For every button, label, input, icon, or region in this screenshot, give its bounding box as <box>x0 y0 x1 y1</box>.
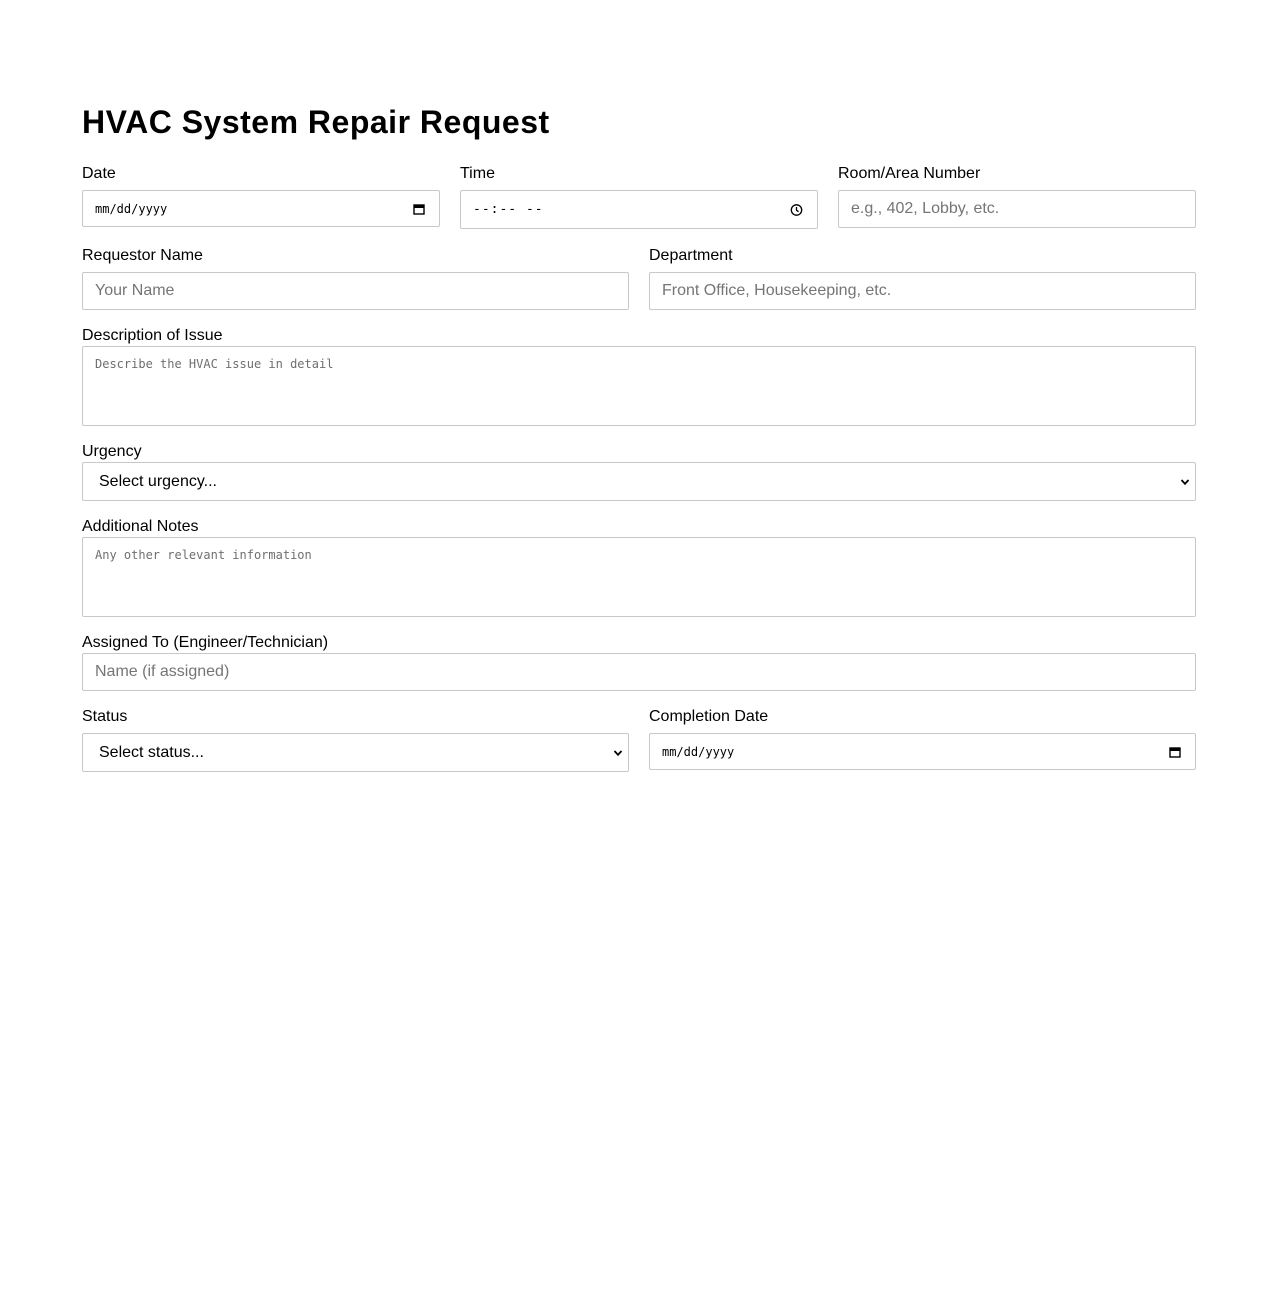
room-field-group <box>838 166 1196 229</box>
time-field-group <box>460 166 818 229</box>
clock-icon[interactable] <box>790 203 803 216</box>
calendar-icon[interactable] <box>413 203 425 215</box>
notes-label: Additional Notes <box>82 518 199 535</box>
date-input-placeholder: mm/dd/yyyy <box>95 201 168 216</box>
notes-textarea[interactable] <box>82 537 1196 617</box>
requestor-input-placeholder: Your Name <box>95 282 175 299</box>
department-field-group <box>649 248 1196 310</box>
requestor-name-input[interactable] <box>82 272 629 310</box>
urgency-field-group <box>82 444 1196 501</box>
completion-label: Completion Date <box>649 708 769 725</box>
urgency-selected-value: Select urgency... <box>99 472 217 490</box>
assigned-to-input[interactable] <box>82 653 1196 691</box>
calendar-icon[interactable] <box>1169 746 1181 758</box>
page-title: HVAC System Repair Request <box>82 104 550 140</box>
room-label: Room/Area Number <box>838 165 981 182</box>
time-input[interactable] <box>460 190 818 229</box>
notes-placeholder: Any other relevant information <box>95 548 312 562</box>
urgency-select[interactable] <box>82 462 1196 501</box>
row-date-time-room <box>82 166 1196 229</box>
status-selected-value: Select status... <box>99 743 204 761</box>
date-label: Date <box>82 165 116 182</box>
description-label: Description of Issue <box>82 327 223 344</box>
notes-field-group <box>82 519 1196 617</box>
department-label: Department <box>649 247 733 264</box>
department-input-placeholder: Front Office, Housekeeping, etc. <box>662 282 892 299</box>
date-input[interactable] <box>82 190 440 227</box>
status-field-group <box>82 709 629 772</box>
row-notes <box>82 519 1196 617</box>
row-description <box>82 328 1196 426</box>
assigned-field-group <box>82 635 1196 691</box>
row-urgency <box>82 444 1196 501</box>
row-requestor-department <box>82 248 1196 310</box>
completion-date-input[interactable] <box>649 733 1196 770</box>
row-status-completion <box>82 709 1196 772</box>
status-select[interactable] <box>82 733 629 772</box>
requestor-field-group <box>82 248 629 310</box>
room-input[interactable] <box>838 190 1196 228</box>
row-assigned <box>82 635 1196 691</box>
description-field-group <box>82 328 1196 426</box>
department-input[interactable] <box>649 272 1196 310</box>
description-placeholder: Describe the HVAC issue in detail <box>95 357 334 371</box>
chevron-down-icon[interactable] <box>1179 476 1191 488</box>
description-textarea[interactable] <box>82 346 1196 426</box>
status-label: Status <box>82 708 128 725</box>
chevron-down-icon[interactable] <box>612 747 624 759</box>
room-input-placeholder: e.g., 402, Lobby, etc. <box>851 200 1000 217</box>
urgency-label: Urgency <box>82 443 142 460</box>
date-field-group <box>82 166 440 229</box>
time-input-placeholder: --:-- -- <box>473 202 544 217</box>
time-label: Time <box>460 165 495 182</box>
assigned-input-placeholder: Name (if assigned) <box>95 663 230 680</box>
assigned-label: Assigned To (Engineer/Technician) <box>82 634 329 651</box>
requestor-label: Requestor Name <box>82 247 203 264</box>
completion-date-placeholder: mm/dd/yyyy <box>662 744 735 759</box>
completion-field-group <box>649 709 1196 772</box>
